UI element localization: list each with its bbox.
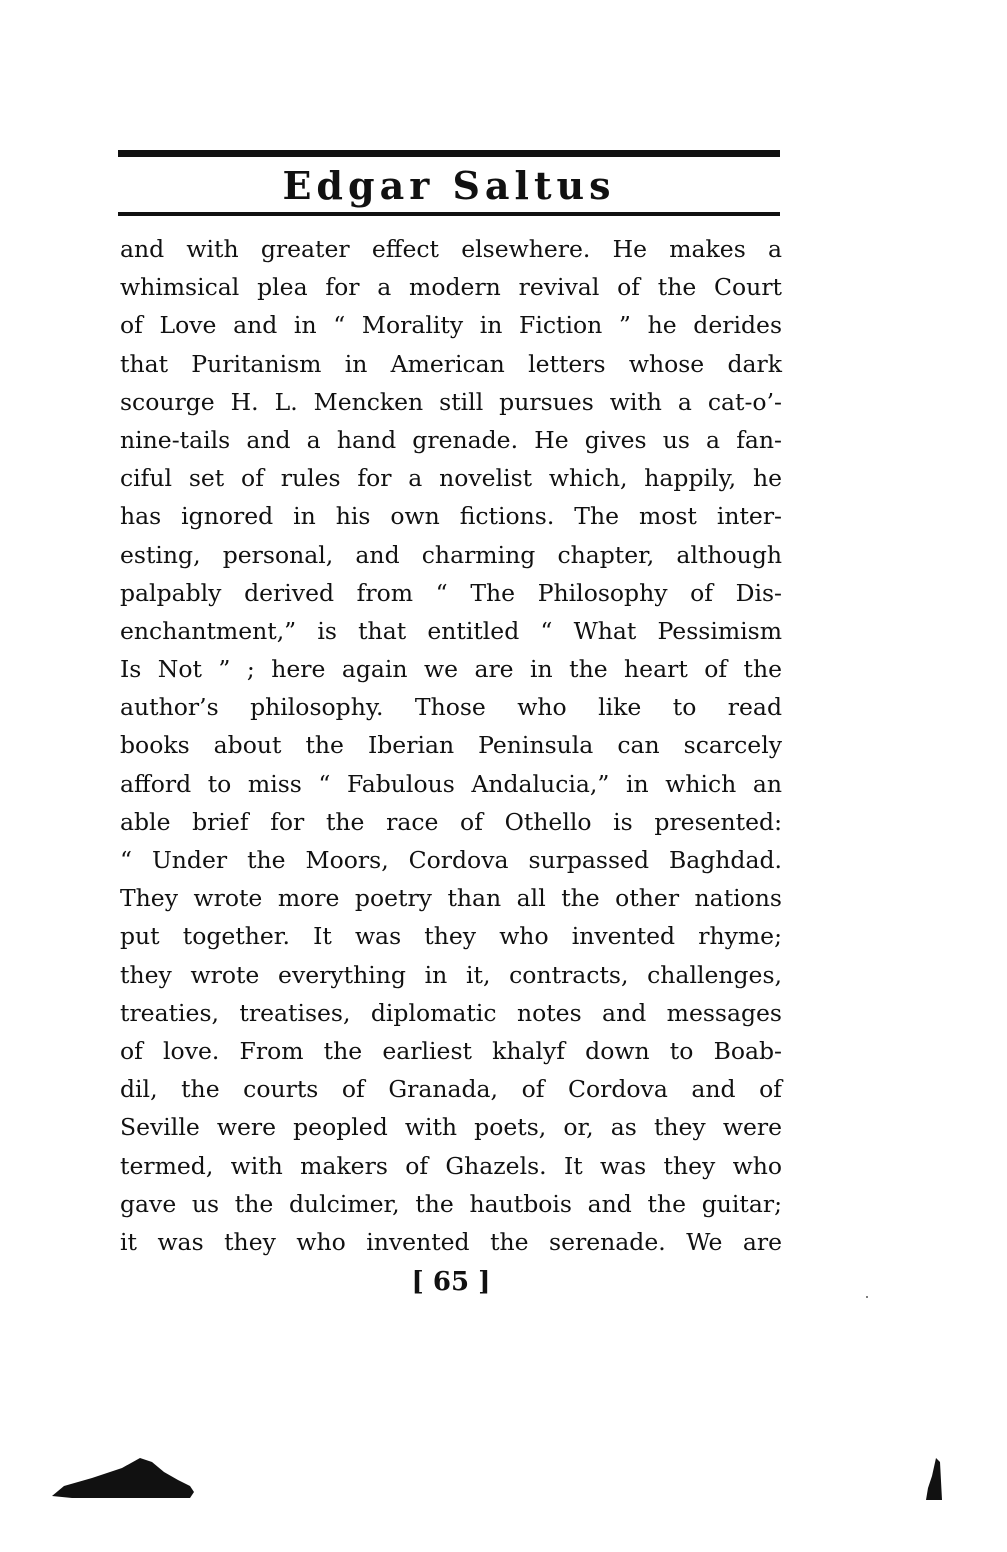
text-line: books about the Iberian Peninsula can scarcely bbox=[120, 731, 782, 760]
text-line: esting, personal, and charming chapter, although bbox=[120, 540, 782, 569]
text-line: dil, the courts of Granada, of Cordova and of bbox=[120, 1075, 782, 1104]
scan-blot-left bbox=[52, 1456, 194, 1500]
text-line: Is Not ” ; here again we are in the heart of the bbox=[120, 655, 782, 684]
scan-blot-right bbox=[926, 1458, 942, 1500]
text-line: nine-tails and a hand grenade. He gives us a fan- bbox=[120, 425, 782, 454]
text-line: that Puritanism in American letters whose dark bbox=[120, 349, 782, 378]
text-line: put together. It was they who invented rhyme; bbox=[120, 922, 782, 951]
text-line: “ Under the Moors, Cordova surpassed Baghdad. bbox=[120, 846, 782, 874]
page-number: [ 65 ] bbox=[411, 1267, 491, 1297]
text-line: of love. From the earliest khalyf down to Boab- bbox=[120, 1036, 782, 1065]
text-line: termed, with makers of Ghazels. It was they who bbox=[120, 1151, 782, 1180]
text-line: it was they who invented the serenade. We are bbox=[120, 1227, 782, 1256]
text-line: and with greater effect elsewhere. He makes a bbox=[120, 235, 782, 263]
text-line: palpably derived from “ The Philosophy of Dis- bbox=[120, 578, 782, 607]
text-line: author’s philosophy. Those who like to read bbox=[120, 693, 782, 722]
text-line: they wrote everything in it, contracts, challenges, bbox=[120, 960, 782, 989]
text-line: scourge H. L. Mencken still pursues with a cat-o’- bbox=[120, 387, 782, 416]
body-text bbox=[120, 230, 782, 1261]
text-line: They wrote more poetry than all the other nations bbox=[120, 884, 782, 913]
header-rule-bottom bbox=[118, 212, 780, 216]
text-line: has ignored in his own fictions. The most inter- bbox=[120, 502, 782, 531]
scan-speck bbox=[866, 1296, 868, 1298]
text-line: treaties, treatises, diplomatic notes and messages bbox=[120, 998, 782, 1027]
text-line: of Love and in “ Morality in Fiction ” he derides bbox=[120, 311, 782, 340]
text-line: gave us the dulcimer, the hautbois and the guitar; bbox=[120, 1189, 782, 1218]
text-line: enchantment,” is that entitled “ What Pessimism bbox=[120, 616, 782, 645]
text-line: able brief for the race of Othello is presented: bbox=[120, 807, 782, 836]
running-head: Edgar Saltus bbox=[282, 163, 616, 208]
text-line: ciful set of rules for a novelist which, happily, he bbox=[120, 464, 782, 493]
text-line: Seville were peopled with poets, or, as they were bbox=[120, 1113, 782, 1142]
text-line: afford to miss “ Fabulous Andalucia,” in which an bbox=[120, 769, 782, 798]
text-line: whimsical plea for a modern revival of the Court bbox=[120, 273, 782, 302]
header-rule-top bbox=[118, 150, 780, 157]
